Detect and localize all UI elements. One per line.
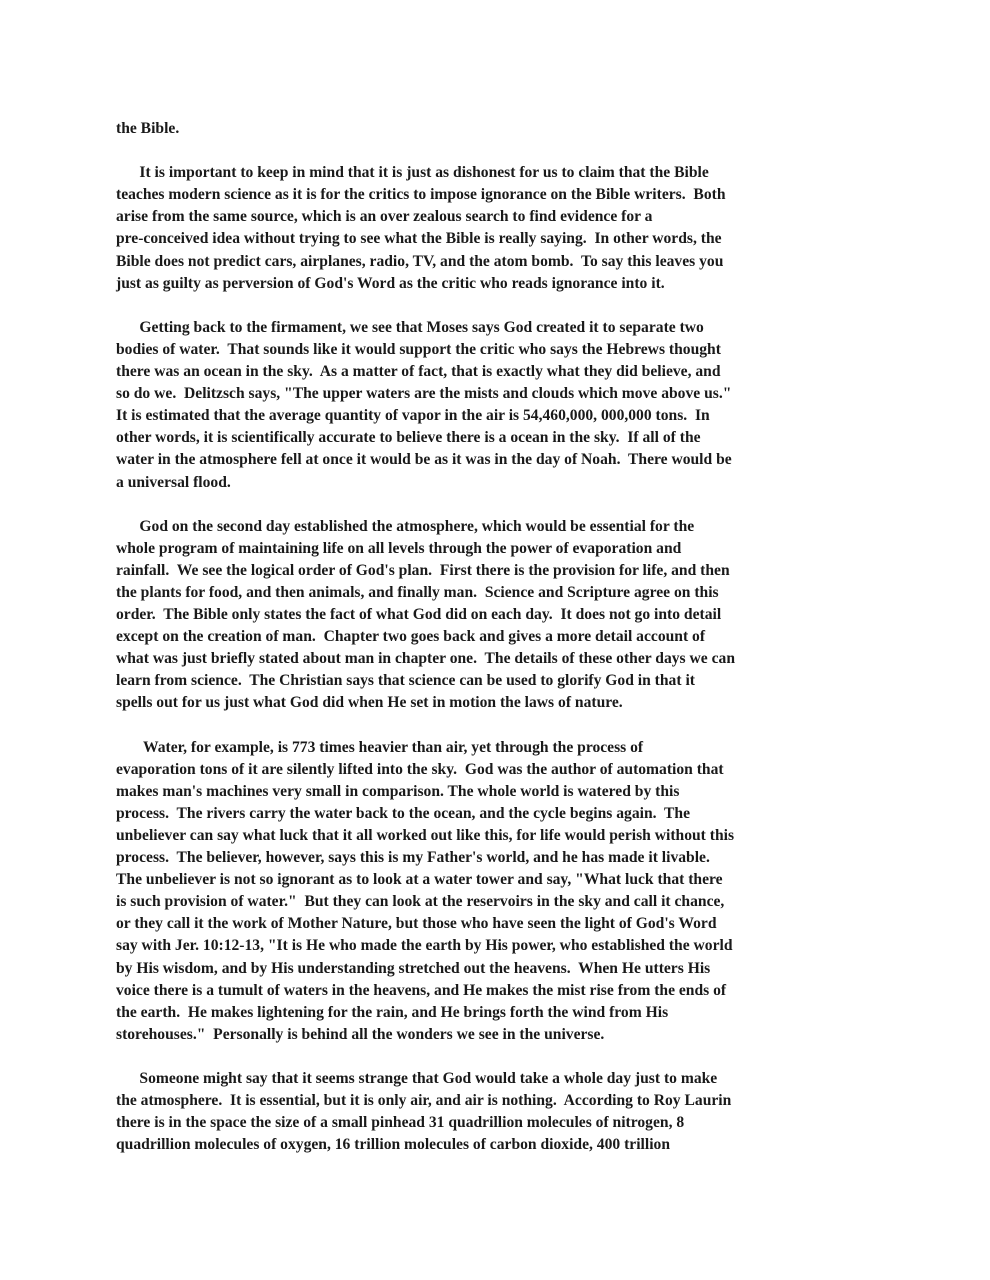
document-page <box>116 118 876 1156</box>
text-line: rainfall. We see the logical order of God's plan. First there is the provision for life, and then <box>116 561 730 579</box>
text-line: the Bible. <box>116 120 180 137</box>
text-line: or they call it the work of Mother Nature, but those who have seen the light of God's Word <box>116 915 717 933</box>
text-line: spells out for us just what God did when He set in motion the laws of nature. <box>116 694 623 712</box>
text-line: by His wisdom, and by His understanding stretched out the heavens. When He utters His <box>116 959 711 977</box>
text-line: learn from science. The Christian says that science can be used to glorify God in that it <box>116 672 695 690</box>
text-line: the plants for food, and then animals, and finally man. Science and Scripture agree on this <box>116 583 719 601</box>
text-line: storehouses." Personally is behind all the wonders we see in the universe. <box>116 1025 605 1043</box>
text-line: God on the second day established the atmosphere, which would be essential for the <box>116 517 695 535</box>
text-line: It is estimated that the average quantity of vapor in the air is 54,460,000, 000,000 tons. In <box>116 407 710 425</box>
paragraph <box>116 162 876 295</box>
text-line: water in the atmosphere fell at once it would be as it was in the day of Noah. There would be <box>116 451 732 469</box>
paragraph-gap <box>116 295 876 317</box>
text-line: except on the creation of man. Chapter two goes back and gives a more detail account of <box>116 628 706 646</box>
text-line: The unbeliever is not so ignorant as to look at a water tower and say, "What luck that there <box>116 871 723 889</box>
text-line: bodies of water. That sounds like it would support the critic who says the Hebrews thought <box>116 340 721 358</box>
text-line: unbeliever can say what luck that it all worked out like this, for life would perish without this <box>116 827 735 844</box>
text-line: say with Jer. 10:12-13, "It is He who made the earth by His power, who established the world <box>116 937 733 955</box>
text-line: voice there is a tumult of waters in the heavens, and He makes the mist rise from the ends of <box>116 981 727 999</box>
text-line: there was an ocean in the sky. As a matter of fact, that is exactly what they did believe, and <box>116 363 721 381</box>
text-line: there is in the space the size of a small pinhead 31 quadrillion molecules of nitrogen, 8 <box>116 1114 685 1132</box>
text-line: Getting back to the firmament, we see that Moses says God created it to separate two <box>116 318 704 336</box>
text-line: what was just briefly stated about man in chapter one. The details of these other days we can <box>116 650 735 668</box>
text-line: so do we. Delitzsch says, "The upper waters are the mists and clouds which move above us." <box>116 385 732 403</box>
text-line: process. The rivers carry the water back to the ocean, and the cycle begins again. The <box>116 804 691 822</box>
paragraph <box>116 118 876 140</box>
text-line: process. The believer, however, says this is my Father's world, and he has made it livable. <box>116 849 710 867</box>
text-line: teaches modern science as it is for the critics to impose ignorance on the Bible writers. Both <box>116 186 726 204</box>
paragraph-gap <box>116 494 876 516</box>
text-line: whole program of maintaining life on all levels through the power of evaporation and <box>116 539 682 557</box>
text-line: arise from the same source, which is an over zealous search to find evidence for a <box>116 208 653 226</box>
text-line: Someone might say that it seems strange that God would take a whole day just to make <box>116 1070 718 1088</box>
text-line: evaporation tons of it are silently lifted into the sky. God was the author of automation that <box>116 760 724 778</box>
paragraph-gap <box>116 140 876 162</box>
text-line: other words, it is scientifically accurate to believe there is a ocean in the sky. If all of the <box>116 429 701 447</box>
text-line: the earth. He makes lightening for the rain, and He brings forth the wind from His <box>116 1003 669 1021</box>
paragraph <box>116 317 876 494</box>
text-line: the atmosphere. It is essential, but it is only air, and air is nothing. According to Roy Laurin <box>116 1092 732 1110</box>
paragraph <box>116 516 876 715</box>
paragraph-gap <box>116 1046 876 1068</box>
text-line: a universal flood. <box>116 473 231 491</box>
text-line: pre-conceived idea without trying to see what the Bible is really saying. In other words, the <box>116 230 722 248</box>
paragraph <box>116 1068 876 1156</box>
paragraph <box>116 737 876 1046</box>
paragraph-gap <box>116 715 876 737</box>
text-line: It is important to keep in mind that it is just as dishonest for us to claim that the Bible <box>116 164 709 182</box>
text-line: Water, for example, is 773 times heavier than air, yet through the process of <box>116 738 644 756</box>
text-line: Bible does not predict cars, airplanes, radio, TV, and the atom bomb. To say this leaves you <box>116 252 724 270</box>
text-line: order. The Bible only states the fact of what God did on each day. It does not go into detail <box>116 606 722 624</box>
text-line: quadrillion molecules of oxygen, 16 trillion molecules of carbon dioxide, 400 trillion <box>116 1136 671 1154</box>
text-line: makes man's machines very small in comparison. The whole world is watered by this <box>116 782 680 800</box>
text-line: just as guilty as perversion of God's Word as the critic who reads ignorance into it. <box>116 274 665 292</box>
text-line: is such provision of water." But they can look at the reservoirs in the sky and call it chance, <box>116 893 725 911</box>
